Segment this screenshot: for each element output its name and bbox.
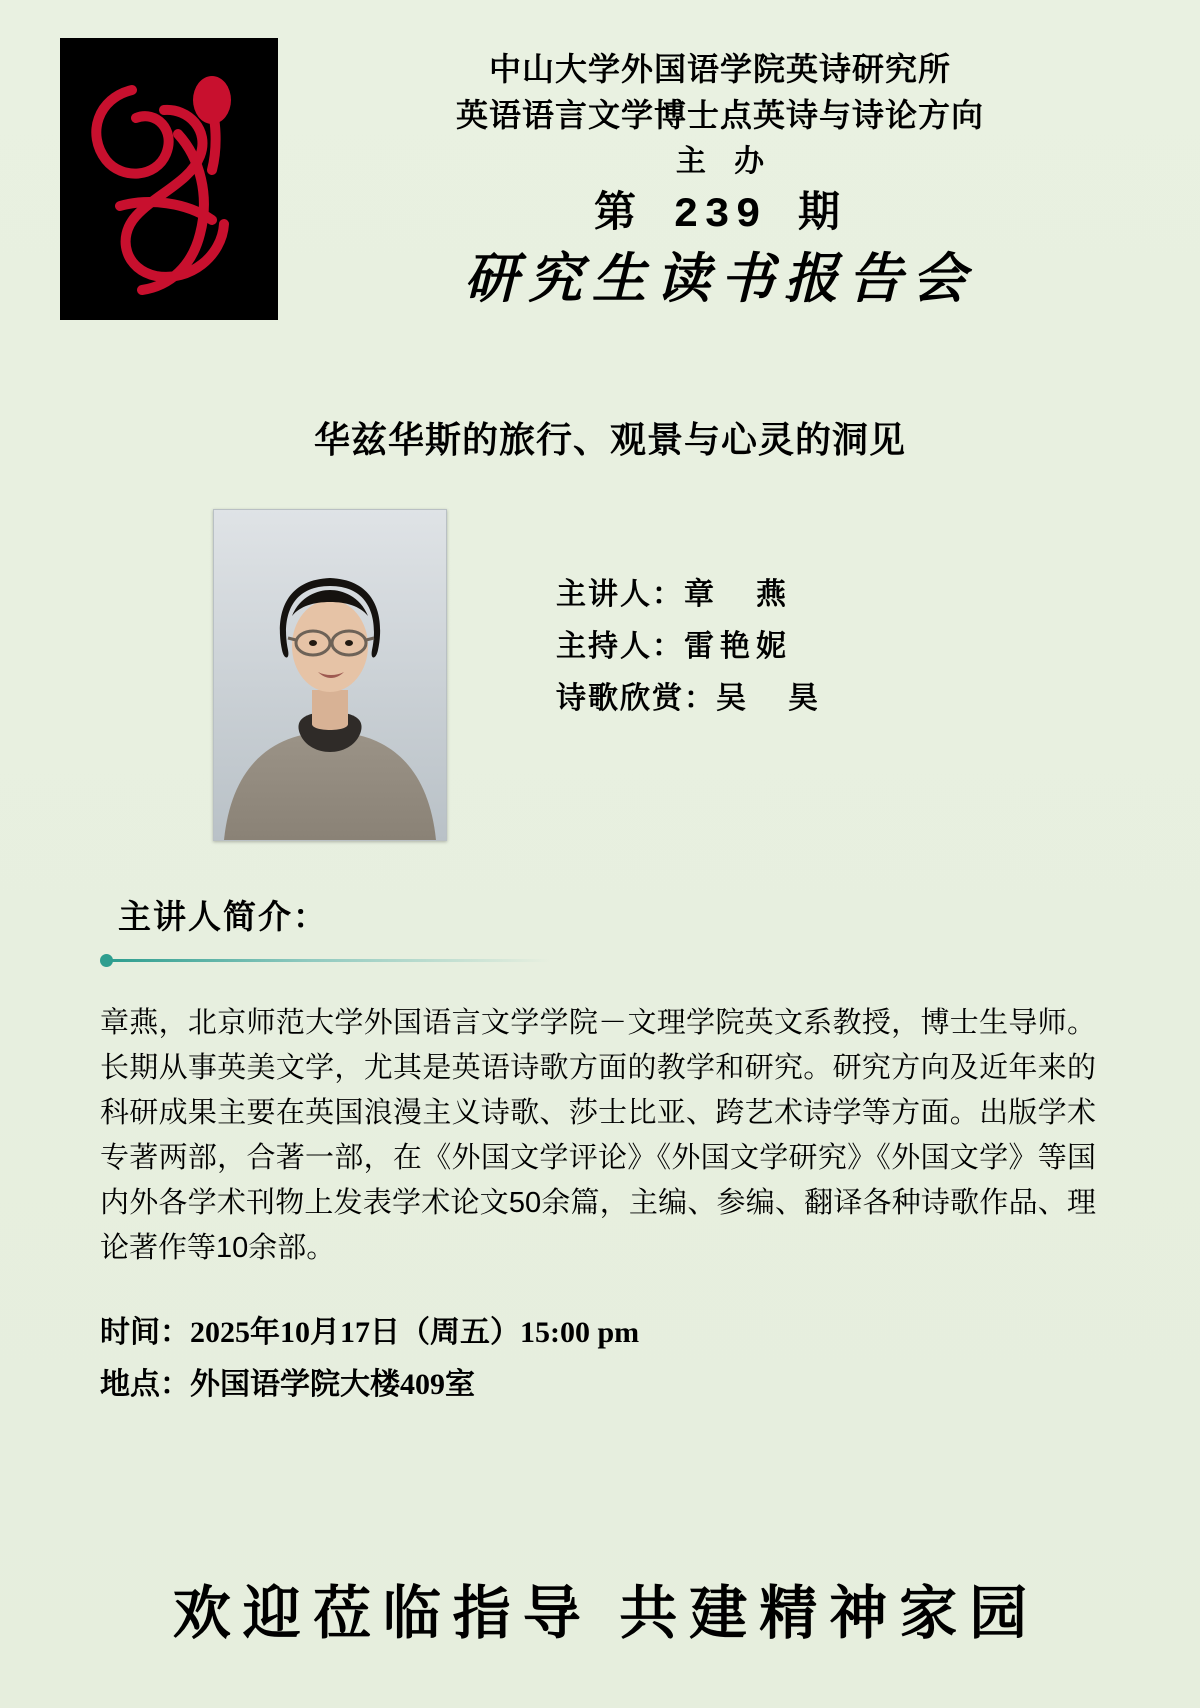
organizer-line-1: 中山大学外国语学院英诗研究所	[488, 51, 951, 87]
poster-header	[0, 0, 1200, 350]
logo-artwork-icon	[60, 38, 278, 320]
bio-heading: 主讲人简介：	[118, 898, 328, 935]
credit-name-host: 雷艳妮	[684, 630, 792, 663]
credit-name-speaker: 章 燕	[684, 578, 792, 611]
event-details	[0, 1307, 1200, 1411]
header-text-block	[280, 46, 1160, 314]
credits-list	[556, 569, 824, 725]
credit-label-poetry-reading: 诗歌欣赏：	[556, 682, 716, 715]
credit-row-poetry-reading	[556, 673, 824, 725]
bio-divider	[0, 954, 1200, 967]
divider-line	[111, 959, 551, 962]
organizer-line-2: 英语语言文学博士点英诗与诗论方向	[455, 97, 984, 133]
footer-slogan: 欢迎莅临指导 共建精神家园	[172, 1581, 1040, 1646]
host-line: 主 办	[675, 145, 775, 178]
event-series-title: 研究生读书报告会	[464, 249, 976, 309]
talk-title: 华兹华斯的旅行、观景与心灵的洞见	[313, 419, 906, 460]
portrait-photo-icon	[214, 510, 446, 840]
credit-row-speaker	[556, 569, 824, 621]
bio-text: 章燕，北京师范大学外国语言文学学院－文理学院英文系教授，博士生导师。长期从事英美文学，尤其是英语诗歌方面的教学和研究。研究方向及近年来的科研成果主要在英国浪漫主义诗歌、莎士比亚、跨艺术诗学等方面。出版学术专著两部，合著一部，在《外国文学评论》《外国文学研究》《外国文学》等国内外各学术刊物上发表学术论文50余篇，主编、参编、翻译各种诗歌作品、理论著作等10余部。	[100, 1007, 1096, 1264]
ying-shi-institute-logo	[60, 38, 278, 320]
speaker-portrait	[213, 509, 447, 841]
event-time: 时间：2025年10月17日（周五）15:00 pm	[100, 1316, 640, 1349]
credit-name-poetry-reading: 吴 昊	[716, 682, 824, 715]
credit-label-speaker: 主讲人：	[556, 578, 684, 611]
credit-label-host: 主持人：	[556, 630, 684, 663]
speaker-block	[0, 509, 1200, 849]
issue-number: 第 239 期	[593, 191, 847, 239]
credit-row-host	[556, 621, 824, 673]
event-venue: 地点：外国语学院大楼409室	[100, 1368, 475, 1401]
